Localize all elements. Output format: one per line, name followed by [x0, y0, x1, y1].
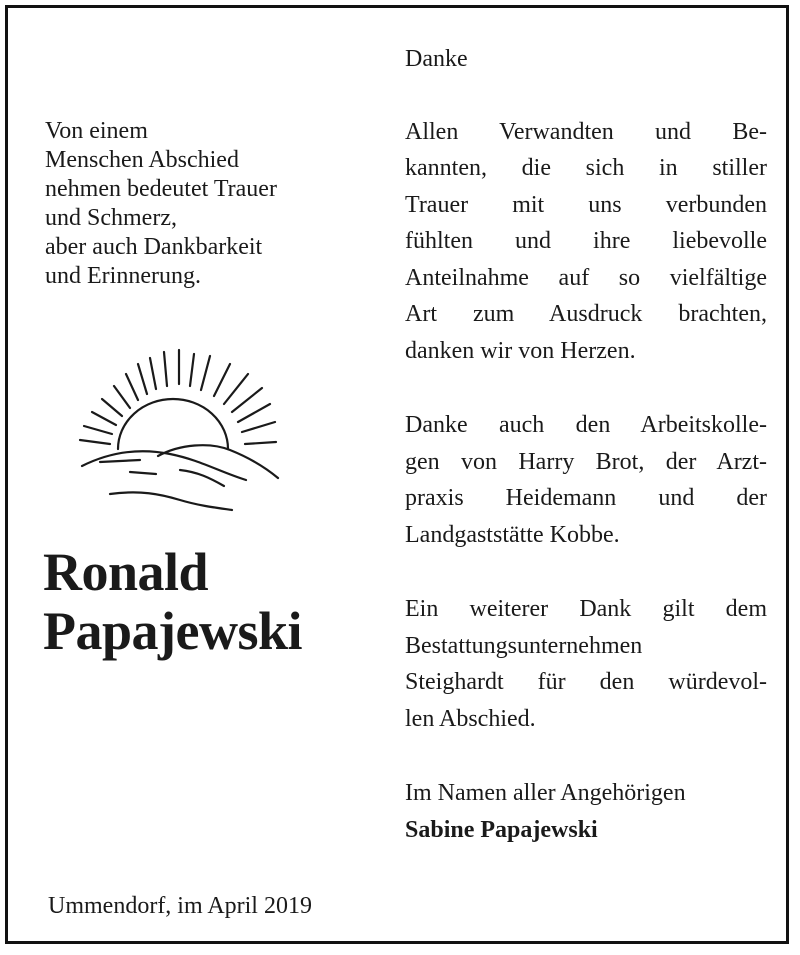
paragraph-line: kannten, die sich in stiller [405, 155, 767, 181]
paragraph-line: Ein weiterer Dank gilt dem [405, 596, 767, 622]
paragraph-line: praxis Heidemann und der [405, 485, 767, 511]
paragraph-line: Art zum Ausdruck brachten, [405, 301, 767, 327]
closing-line: Im Namen aller Angehörigen [405, 780, 686, 806]
quote-line: und Schmerz, [45, 205, 177, 231]
paragraph-line: Bestattungsunternehmen [405, 632, 643, 659]
paragraph-line: gen von Harry Brot, der Arzt- [405, 448, 767, 475]
sunrise-over-hills-icon [70, 344, 285, 519]
paragraph-line: Anteilnahme auf so vielfältige [405, 264, 767, 291]
paragraph-line: Steighardt für den würdevol- [405, 669, 767, 695]
paragraph-line: len Abschied. [405, 705, 536, 732]
paragraph-line: Danke auch den Arbeitskolle- [405, 412, 767, 438]
thanks-paragraph-relatives [405, 114, 767, 370]
paragraph-line: danken wir von Herzen. [405, 337, 636, 364]
deceased-name [43, 543, 302, 661]
paragraph-line: Allen Verwandten und Be- [405, 118, 767, 145]
quote-line: und Erinnerung. [45, 263, 201, 289]
quote-line: Menschen Abschied [45, 147, 239, 173]
obituary-frame [5, 5, 789, 944]
quote-line: nehmen bedeutet Trauer [45, 176, 277, 202]
thanks-heading: Danke [405, 46, 468, 72]
quote-line: aber auch Dankbarkeit [45, 234, 263, 260]
signature: Sabine Papajewski [405, 816, 598, 843]
paragraph-line: fühlten und ihre liebevolle [405, 228, 767, 254]
thanks-paragraph-funeral-home [405, 591, 767, 737]
deceased-first-name: Ronald [43, 542, 209, 602]
thanks-paragraph-colleagues [405, 407, 767, 553]
deceased-last-name: Papajewski [43, 601, 303, 661]
paragraph-line: Trauer mit uns verbunden [405, 191, 767, 218]
quote-line: Von einem [45, 118, 148, 144]
thanks-column [405, 41, 767, 848]
place-and-date: Ummendorf, im April 2019 [48, 893, 312, 919]
memorial-quote [45, 117, 277, 291]
paragraph-line: Landgaststätte Kobbe. [405, 521, 620, 548]
